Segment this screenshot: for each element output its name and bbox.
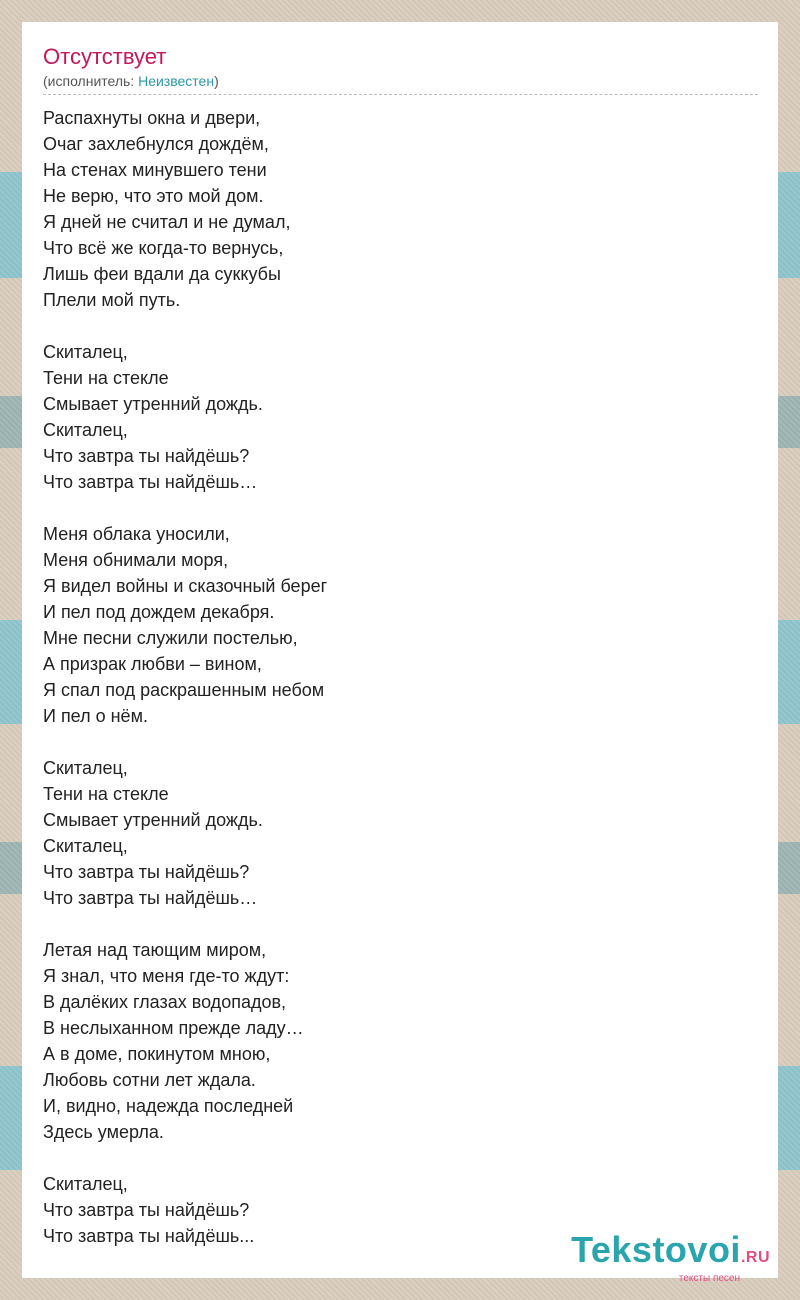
lyric-line: Распахнуты окна и двери,	[43, 108, 261, 128]
lyric-line: И пел под дождем декабря.	[43, 602, 275, 622]
lyric-line: А призрак любви – вином,	[43, 654, 262, 674]
lyric-line: Не верю, что это мой дом.	[43, 186, 264, 206]
lyrics-stanza	[43, 755, 757, 911]
performer-line	[43, 72, 758, 95]
lyric-line: Что завтра ты найдёшь?	[43, 1200, 250, 1220]
lyrics-stanza	[43, 339, 757, 495]
lyric-line: Что завтра ты найдёшь…	[43, 472, 258, 492]
lyrics-stanza	[43, 105, 757, 313]
lyric-line: Очаг захлебнулся дождём,	[43, 134, 269, 154]
lyric-line: Что завтра ты найдёшь?	[43, 862, 250, 882]
lyric-line: Любовь сотни лет ждала.	[43, 1070, 256, 1090]
lyric-line: Меня обнимали моря,	[43, 550, 229, 570]
performer-suffix: )	[214, 73, 219, 89]
lyric-line: На стенах минувшего тени	[43, 160, 267, 180]
logo-wordmark	[571, 1229, 770, 1276]
lyric-line: Тени на стекле	[43, 368, 169, 388]
lyrics-card	[22, 22, 778, 1278]
lyric-line: Скиталец,	[43, 758, 128, 778]
lyric-line: Я спал под раскрашенным небом	[43, 680, 325, 700]
lyric-line: Что всё же когда-то вернусь,	[43, 238, 284, 258]
song-title: Отсутствует	[43, 44, 167, 69]
lyric-line: Я дней не считал и не думал,	[43, 212, 291, 232]
lyric-line: В далёких глазах водопадов,	[43, 992, 287, 1012]
lyrics-stanza	[43, 521, 757, 729]
logo-name: Tekstovoi	[571, 1229, 741, 1270]
lyrics-body	[43, 105, 757, 1249]
lyric-line: Мне песни служили постелью,	[43, 628, 298, 648]
lyric-line: Здесь умерла.	[43, 1122, 164, 1142]
lyric-line: Скиталец,	[43, 342, 128, 362]
lyric-line: Скиталец,	[43, 1174, 128, 1194]
lyric-line: Скиталец,	[43, 420, 128, 440]
lyric-line: Смывает утренний дождь.	[43, 810, 263, 830]
lyric-line: Я знал, что меня где-то ждут:	[43, 966, 290, 986]
lyrics-stanza	[43, 937, 757, 1145]
lyric-line: И пел о нём.	[43, 706, 148, 726]
lyric-line: И, видно, надежда последней	[43, 1096, 294, 1116]
lyric-line: Лишь феи вдали да суккубы	[43, 264, 281, 284]
lyric-line: Что завтра ты найдёшь…	[43, 888, 258, 908]
site-logo[interactable]	[571, 1229, 770, 1285]
lyric-line: Летая над тающим миром,	[43, 940, 267, 960]
logo-domain: .RU	[740, 1249, 770, 1266]
lyric-line: Что завтра ты найдёшь?	[43, 446, 250, 466]
lyric-line: Тени на стекле	[43, 784, 169, 804]
lyric-line: А в доме, покинутом мною,	[43, 1044, 271, 1064]
lyric-line: Я видел войны и сказочный берег	[43, 576, 328, 596]
lyric-line: Скиталец,	[43, 836, 128, 856]
performer-prefix: (исполнитель:	[43, 73, 139, 89]
logo-tagline: тексты песен	[678, 1273, 740, 1284]
performer-link[interactable]: Неизвестен	[138, 73, 215, 89]
lyric-line: Меня облака уносили,	[43, 524, 230, 544]
lyric-line: Плели мой путь.	[43, 290, 181, 310]
lyric-line: Смывает утренний дождь.	[43, 394, 263, 414]
lyric-line: Что завтра ты найдёшь...	[43, 1226, 255, 1246]
lyric-line: В неслыханном прежде ладу…	[43, 1018, 304, 1038]
